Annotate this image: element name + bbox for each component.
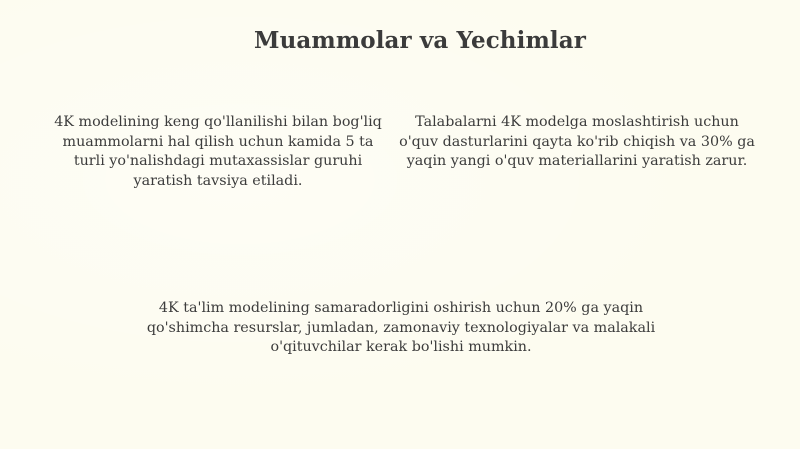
- slide-title: Muammolar va Yechimlar: [254, 27, 586, 54]
- problem-text-team-of-specialists: 4K modelining keng qo'llanilishi bilan bog'liq muammolarni hal qilish uchun kamida 5 ta turli yo'nalishdagi mutaxassislar guruhi yaratish tavsiya etiladi.: [54, 114, 382, 189]
- problem-text-additional-resources: 4K ta'lim modelining samaradorligini oshirish uchun 20% ga yaqin qo'shimcha resurslar, jumladan, zamonaviy texnologiyalar va malakali o'qituvchilar kerak bo'lishi mumkin.: [146, 300, 656, 355]
- problem-text-curriculum-revision: Talabalarni 4K modelga moslashtirish uchun o'quv dasturlarini qayta ko'rib chiqish va 30% ga yaqin yangi o'quv materiallarini yaratish zarur.: [399, 114, 755, 169]
